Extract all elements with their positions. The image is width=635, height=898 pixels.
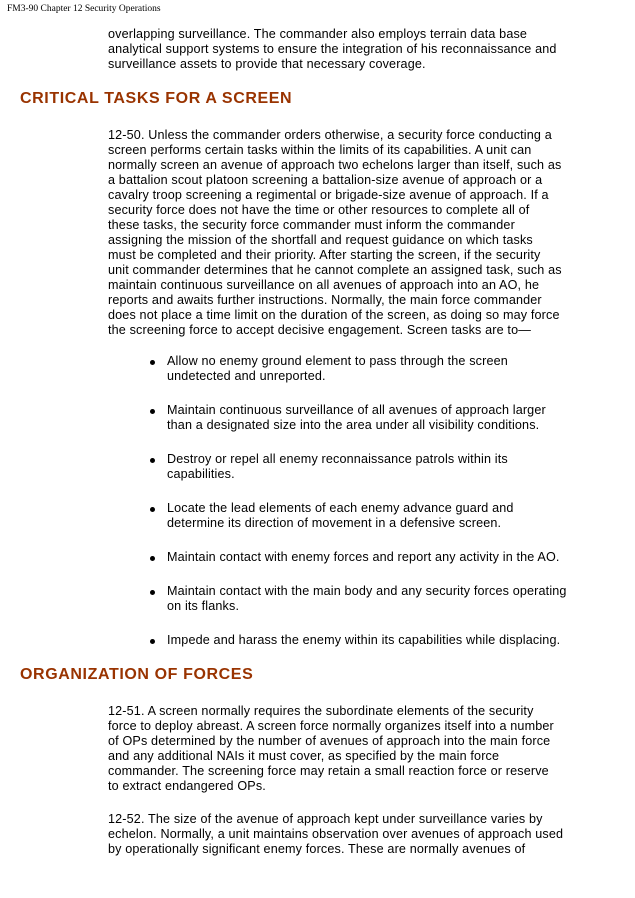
text-line: and any additional NAIs it must cover, as specified by the main force — [108, 749, 500, 763]
bullet-icon — [150, 409, 155, 414]
text-line: commander. The screening force may retain a small reaction force or reserve — [108, 764, 549, 778]
text-line: Maintain continuous surveillance of all avenues of approach larger — [167, 403, 546, 417]
bullet-icon — [150, 590, 155, 595]
text-line: undetected and unreported. — [167, 369, 326, 383]
text-line: of OPs determined by the number of avenues of approach into the main force — [108, 734, 551, 748]
text-line: Locate the lead elements of each enemy advance guard and — [167, 501, 514, 515]
text-line: analytical support systems to ensure the integration of his reconnaissance and — [108, 42, 557, 56]
text-line: 12-50. Unless the commander orders otherwise, a security force conducting a — [108, 128, 552, 142]
text-line: a battalion scout platoon screening a battalion-size avenue of approach or a — [108, 173, 543, 187]
text-line: cavalry troop screening a regimental or brigade-size avenue of approach. If a — [108, 188, 549, 202]
bullet-icon — [150, 507, 155, 512]
text-line: normally screen an avenue of approach two echelons larger than itself, such as — [108, 158, 562, 172]
bullet-icon — [150, 458, 155, 463]
text-line: 12-51. A screen normally requires the subordinate elements of the security — [108, 704, 534, 718]
bullet-icon — [150, 556, 155, 561]
section-heading-critical-tasks: CRITICAL TASKS FOR A SCREEN — [20, 90, 293, 107]
text-line: 12-52. The size of the avenue of approach kept under surveillance varies by — [108, 812, 543, 826]
text-line: by operationally significant enemy forces. These are normally avenues of — [108, 842, 526, 856]
paragraph-12-50 — [108, 128, 608, 338]
paragraph-12-51 — [108, 704, 608, 794]
intro-paragraph — [108, 27, 608, 72]
text-line: to extract endangered OPs. — [108, 779, 266, 793]
text-line: screen performs certain tasks within the limits of its capabilities. A unit can — [108, 143, 532, 157]
text-line: surveillance assets to provide that necessary coverage. — [108, 57, 426, 71]
text-line: Maintain contact with enemy forces and report any activity in the AO. — [167, 550, 560, 564]
text-line: does not place a time limit on the duration of the screen, as doing so may force — [108, 308, 560, 322]
text-line: Impede and harass the enemy within its capabilities while displacing. — [167, 633, 561, 647]
text-line: than a designated size into the area under all visibility conditions. — [167, 418, 540, 432]
paragraph-12-52 — [108, 812, 608, 857]
section-heading-organization: ORGANIZATION OF FORCES — [20, 666, 254, 683]
text-line: on its flanks. — [167, 599, 240, 613]
text-line: must be completed and their priority. After starting the screen, if the security — [108, 248, 541, 262]
text-line: reports and awaits further instructions. Normally, the main force commander — [108, 293, 542, 307]
text-line: assigning the mission of the shortfall and request guidance on which tasks — [108, 233, 533, 247]
text-line: force to deploy abreast. A screen force normally organizes itself into a number — [108, 719, 554, 733]
text-line: Destroy or repel all enemy reconnaissance patrols within its — [167, 452, 508, 466]
text-line: unit commander determines that he cannot complete an assigned task, such as — [108, 263, 562, 277]
bullet-icon — [150, 639, 155, 644]
text-line: Allow no enemy ground element to pass through the screen — [167, 354, 508, 368]
text-line: security force does not have the time or other resources to complete all of — [108, 203, 530, 217]
text-line: Maintain contact with the main body and any security forces operating — [167, 584, 567, 598]
text-line: these tasks, the security force commander must inform the commander — [108, 218, 515, 232]
bullet-icon — [150, 360, 155, 365]
running-header: FM3-90 Chapter 12 Security Operations — [7, 4, 161, 14]
text-line: maintain continuous surveillance on all avenues of approach into an AO, he — [108, 278, 540, 292]
text-line: capabilities. — [167, 467, 235, 481]
text-line: overlapping surveillance. The commander also employs terrain data base — [108, 27, 528, 41]
text-line: determine its direction of movement in a defensive screen. — [167, 516, 502, 530]
text-line: echelon. Normally, a unit maintains observation over avenues of approach used — [108, 827, 564, 841]
text-line: the screening force to accept decisive engagement. Screen tasks are to— — [108, 323, 531, 337]
